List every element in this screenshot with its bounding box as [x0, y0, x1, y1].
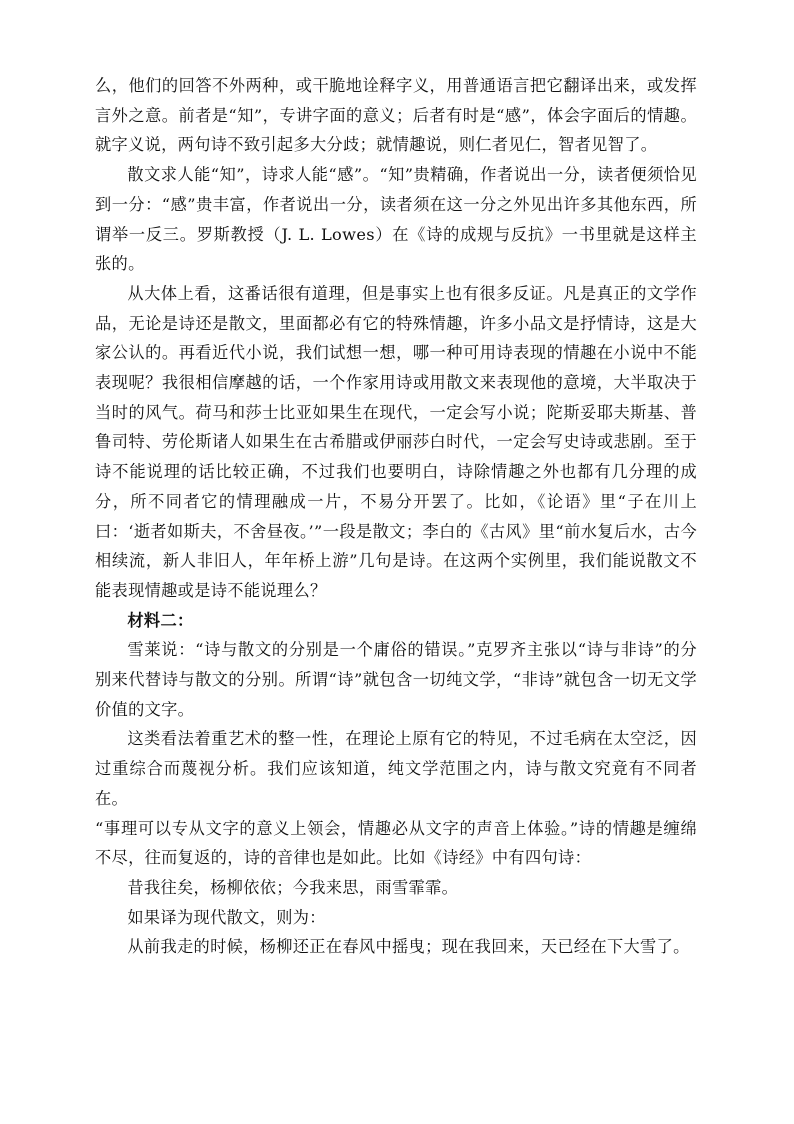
paragraph-know-and-feel: 散文求人能“知”，诗求人能“感”。“知”贵精确，作者说出一分，读者便须恰见到一分：“感”贵丰富，作者说出一分，读者须在这一分之外见出许多其他东西，所谓举一反三。罗斯教授（J. L. Lowes）在《诗的成规与反抗》一书里就是这样主张的。: [95, 165, 697, 274]
section-heading-material-two: 材料二：: [127, 610, 194, 630]
document-body: [95, 71, 697, 962]
quoted-poem-lines: 昔我往矣，杨柳依依；今我来思，雨雪霏霏。: [127, 877, 459, 897]
paragraph-continuation: 么，他们的回答不外两种，或干脆地诠释字义，用普通语言把它翻译出来，或发挥言外之意。前者是“知”，专讲字面的意义；后者有时是“感”，体会字面后的情趣。就字义说，两句诗不致引起多大分歧；就情趣说，则仁者见仁，智者见智了。: [95, 76, 697, 155]
paragraph-counter-evidence: 从大体上看，这番话很有道理，但是事实上也有很多反证。凡是真正的文学作品，无论是诗还是散文，里面都必有它的特殊情趣，许多小品文是抒情诗，这是大家公认的。再看近代小说，我们试想一想，哪一种可用诗表现的情趣在小说中不能表现呢？我很相信摩越的话，一个作家用诗或用散文来表现他的意境，大半取决于当时的风气。荷马和莎士比亚如果生在现代，一定会写小说；陀斯妥耶夫斯基、普鲁司特、劳伦斯诸人如果生在古希腊或伊丽莎白时代，一定会写史诗或悲剧。至于诗不能说理的话比较正确，不过我们也要明白，诗除情趣之外也都有几分理的成分，所不同者它的情理融成一片，不易分开罢了。比如，《论语》里“子在川上曰：‘逝者如斯夫，不舍昼夜。’”一段是散文；李白的《古风》里“前水复后水，古今相续流，新人非旧人，年年桥上游”几句是诗。在这两个实例里，我们能说散文不能表现情趣或是诗不能说理么？: [95, 283, 697, 600]
paragraph-translation-intro: 如果译为现代散文，则为：: [127, 907, 326, 927]
paragraph-modern-prose-translation: 从前我走的时候，杨柳还正在春风中摇曳；现在我回来，天已经在下大雪了。: [127, 937, 690, 957]
paragraph-artistic-unity: 这类看法着重艺术的整一性，在理论上原有它的特见，不过毛病在太空泛，因过重综合而蔑视分析。我们应该知道，纯文学范围之内，诗与散文究竟有不同者在。: [95, 729, 697, 808]
paragraph-sound-and-meaning: “事理可以专从文字的意义上领会，情趣必从文字的声音上体验。”诗的情趣是缠绵不尽，往而复返的，诗的音律也是如此。比如《诗经》中有四句诗：: [95, 818, 697, 868]
paragraph-shelley-croce: 雪莱说：“诗与散文的分别是一个庸俗的错误。”克罗齐主张以“诗与非诗”的分别来代替诗与散文的分别。所谓“诗”就包含一切纯文学，“非诗”就包含一切无文学价值的文字。: [95, 640, 697, 719]
